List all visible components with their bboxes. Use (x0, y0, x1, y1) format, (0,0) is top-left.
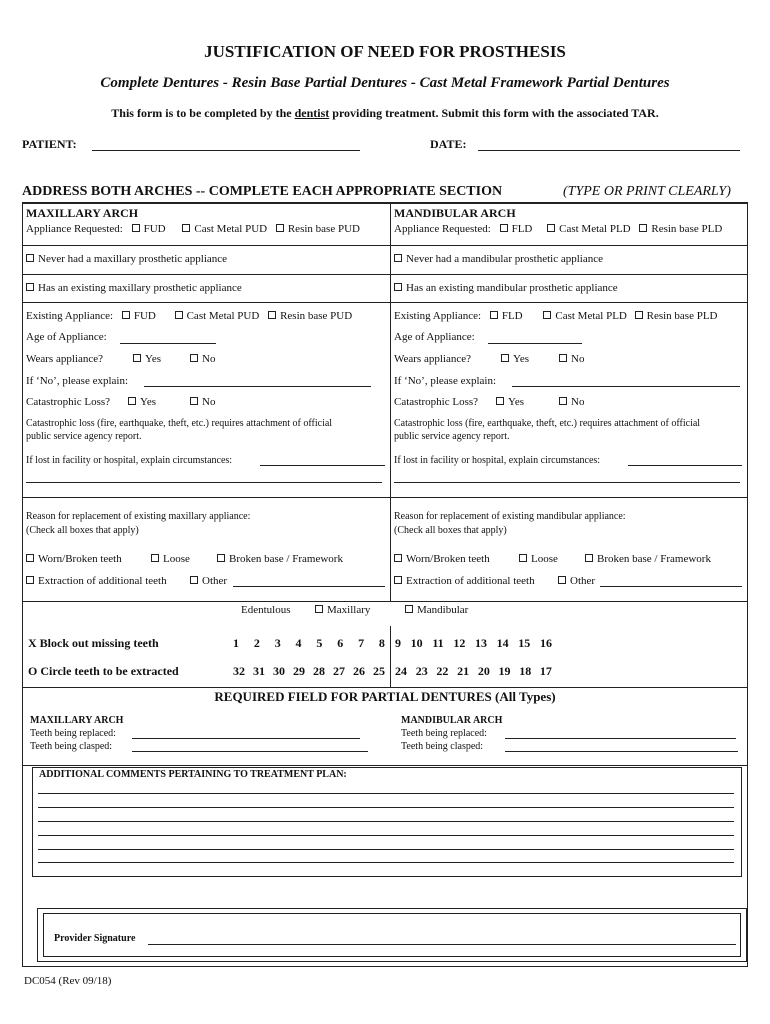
mand-loose-label: Loose (531, 553, 558, 565)
max-req-castmetal-label: Cast Metal PUD (194, 223, 268, 235)
tooth-number[interactable]: 20 (477, 664, 490, 678)
mand-exist-fld-label: FLD (501, 310, 523, 322)
max-age-label: Age of Appliance: (26, 331, 107, 343)
max-req-castmetal-checkbox[interactable] (182, 224, 190, 232)
maxillary-requested-row (26, 223, 360, 235)
grid-left-border (22, 202, 23, 601)
partial-mand-replaced-label: Teeth being replaced: (401, 728, 487, 739)
max-loose-label: Loose (163, 553, 190, 565)
max-if-no-field[interactable] (144, 386, 371, 387)
max-if-no-label: If ‘No’, please explain: (26, 375, 129, 387)
mand-wears-label: Wears appliance? (394, 353, 471, 365)
mand-loose-checkbox[interactable] (519, 554, 527, 562)
edentulous-maxillary-label: Maxillary (327, 604, 371, 616)
max-exist-castmetal-label: Cast Metal PUD (186, 310, 260, 322)
signature-inner-box (43, 913, 741, 957)
mand-lost-field-line2[interactable] (394, 482, 740, 483)
max-exist-resin-label: Resin base PUD (280, 310, 353, 322)
mand-worn-label: Worn/Broken teeth (406, 553, 490, 565)
max-lost-label: If lost in facility or hospital, explain circumstances: (26, 455, 233, 466)
mand-catastrophic-no-label: No (571, 396, 585, 408)
tooth-number[interactable]: 13 (474, 636, 487, 650)
max-exist-resin-checkbox[interactable] (268, 311, 276, 319)
tooth-number[interactable]: 4 (295, 636, 302, 650)
mand-catastrophic-note-2: public service agency report. (394, 431, 510, 442)
mandibular-requested-label: Appliance Requested: (394, 223, 491, 235)
tooth-number[interactable]: 5 (316, 636, 323, 650)
partial-bottom-rule (22, 765, 748, 766)
max-wears-label: Wears appliance? (26, 353, 103, 365)
comments-heading: ADDITIONAL COMMENTS PERTAINING TO TREATMENT PLAN: (39, 769, 347, 780)
max-req-resin-checkbox[interactable] (276, 224, 284, 232)
max-has-existing-checkbox[interactable] (26, 283, 34, 291)
max-broken-checkbox[interactable] (217, 554, 225, 562)
max-never-had-label: Never had a maxillary prosthetic appliance (38, 253, 228, 265)
mand-lost-field[interactable] (628, 465, 742, 466)
max-req-resin-label: Resin base PUD (287, 223, 360, 235)
teeth-left-border (22, 601, 23, 687)
teeth-bottom-rule (22, 687, 748, 688)
mand-age-field[interactable] (488, 343, 582, 344)
edentulous-label: Edentulous (241, 604, 291, 616)
grid-row-rule (22, 601, 748, 602)
mand-req-resin-label: Resin base PLD (651, 223, 723, 235)
max-other-label: Other (202, 575, 228, 587)
tooth-number[interactable]: 9 (395, 636, 401, 650)
upper-teeth-right (395, 636, 552, 651)
mand-wears-no-checkbox[interactable] (559, 354, 567, 362)
partial-max-replaced-field[interactable] (132, 738, 360, 739)
partial-max-clasped-field[interactable] (132, 751, 368, 752)
patient-field[interactable] (92, 150, 360, 151)
mand-has-existing-label: Has an existing mandibular prosthetic appliance (406, 282, 618, 294)
outer-left-border (22, 765, 23, 967)
comments-line[interactable] (38, 849, 734, 850)
max-catastrophic-yes-label: Yes (140, 396, 157, 408)
instruction-dentist: dentist (294, 106, 330, 120)
max-catastrophic-no-label: No (202, 396, 216, 408)
max-req-fud-label: FUD (143, 223, 166, 235)
tooth-number[interactable]: 8 (378, 636, 385, 650)
partial-right-border (747, 687, 748, 765)
outer-bottom-rule (22, 966, 748, 967)
tooth-number[interactable]: 6 (337, 636, 344, 650)
max-other-field[interactable] (233, 586, 385, 587)
mand-has-existing-checkbox[interactable] (394, 283, 402, 291)
mand-req-resin-checkbox[interactable] (639, 224, 647, 232)
partial-mand-replaced-field[interactable] (505, 738, 736, 739)
max-never-had-checkbox[interactable] (26, 254, 34, 262)
max-other-checkbox[interactable] (190, 576, 198, 584)
tooth-number[interactable]: 27 (333, 664, 345, 678)
tooth-number[interactable]: 25 (373, 664, 385, 678)
max-exist-fud-checkbox[interactable] (122, 311, 130, 319)
mand-age-label: Age of Appliance: (394, 331, 475, 343)
partial-mand-title: MANDIBULAR ARCH (401, 715, 503, 726)
mand-exist-fld-checkbox[interactable] (490, 311, 498, 319)
tooth-number[interactable]: 16 (539, 636, 552, 650)
max-lost-field[interactable] (260, 465, 385, 466)
mand-wears-yes-label: Yes (513, 353, 530, 365)
grid-right-border (747, 202, 748, 601)
comments-line[interactable] (38, 835, 734, 836)
tooth-number[interactable]: 31 (253, 664, 265, 678)
edentulous-mandibular-checkbox[interactable] (405, 605, 413, 613)
mand-never-had-label: Never had a mandibular prosthetic appliance (406, 253, 604, 265)
mand-exist-castmetal-checkbox[interactable] (543, 311, 551, 319)
partial-max-title: MAXILLARY ARCH (30, 715, 124, 726)
maxillary-title: MAXILLARY ARCH (26, 206, 139, 220)
tooth-number[interactable]: 22 (436, 664, 449, 678)
tooth-number[interactable]: 26 (353, 664, 365, 678)
max-exist-castmetal-checkbox[interactable] (175, 311, 183, 319)
tooth-number[interactable]: 23 (415, 664, 428, 678)
max-catastrophic-note-1: Catastrophic loss (fire, earthquake, theft, etc.) requires attachment of official (26, 418, 333, 429)
comments-box (32, 767, 742, 877)
mand-existing-row (394, 310, 718, 322)
mand-extraction-label: Extraction of additional teeth (406, 575, 535, 587)
teeth-center-divider (390, 626, 391, 687)
tooth-number[interactable]: 32 (233, 664, 245, 678)
tooth-number[interactable]: 18 (519, 664, 532, 678)
instruction-pre: This form is to be completed by the (111, 106, 295, 120)
tooth-number[interactable]: 10 (410, 636, 423, 650)
mand-catastrophic-yes-checkbox[interactable] (496, 397, 504, 405)
tooth-number[interactable]: 14 (496, 636, 509, 650)
max-wears-no-checkbox[interactable] (190, 354, 198, 362)
partial-max-clasped-label: Teeth being clasped: (30, 741, 113, 752)
tooth-number[interactable]: 17 (539, 664, 552, 678)
comments-line[interactable] (38, 793, 734, 794)
tooth-number[interactable]: 7 (358, 636, 365, 650)
mand-other-checkbox[interactable] (558, 576, 566, 584)
outer-right-border (747, 765, 748, 967)
mand-reason-label: Reason for replacement of existing mandibular appliance: (394, 511, 626, 522)
max-extraction-label: Extraction of additional teeth (38, 575, 167, 587)
signature-field[interactable] (148, 944, 736, 945)
grid-row-rule (22, 245, 748, 246)
max-wears-no-label: No (202, 353, 216, 365)
tooth-number[interactable]: 30 (273, 664, 285, 678)
max-catastrophic-label: Catastrophic Loss? (26, 396, 111, 408)
tooth-number[interactable]: 12 (453, 636, 466, 650)
grid-center-divider (390, 202, 391, 601)
mandibular-title: MANDIBULAR ARCH (394, 206, 516, 220)
max-has-existing-label: Has an existing maxillary prosthetic appliance (38, 282, 242, 294)
tooth-number[interactable]: 15 (518, 636, 531, 650)
tooth-number[interactable]: 21 (457, 664, 470, 678)
max-exist-fud-label: FUD (133, 310, 156, 322)
mand-exist-castmetal-label: Cast Metal PLD (555, 310, 627, 322)
mand-catastrophic-note-1: Catastrophic loss (fire, earthquake, theft, etc.) requires attachment of official (394, 418, 701, 429)
mand-exist-resin-checkbox[interactable] (635, 311, 643, 319)
mand-wears-no-label: No (571, 353, 585, 365)
teeth-right-border (747, 601, 748, 687)
partial-left-border (22, 687, 23, 765)
max-reason-label: Reason for replacement of existing maxillary appliance: (26, 511, 251, 522)
form-id: DC054 (Rev 09/18) (24, 975, 112, 987)
mand-broken-checkbox[interactable] (585, 554, 593, 562)
partial-heading: REQUIRED FIELD FOR PARTIAL DENTURES (All Types) (214, 689, 556, 704)
max-extraction-checkbox[interactable] (26, 576, 34, 584)
edentulous-maxillary-checkbox[interactable] (315, 605, 323, 613)
mand-other-field[interactable] (600, 586, 742, 587)
grid-row-rule (22, 497, 748, 498)
tooth-number[interactable]: 3 (274, 636, 281, 650)
max-existing-row (26, 310, 352, 322)
patient-label: PATIENT: (22, 137, 77, 151)
mand-catastrophic-label: Catastrophic Loss? (394, 396, 479, 408)
tooth-number[interactable]: 11 (432, 636, 444, 650)
signature-label: Provider Signature (54, 933, 136, 944)
partial-max-replaced-label: Teeth being replaced: (30, 728, 116, 739)
mand-if-no-field[interactable] (512, 386, 740, 387)
grid-row-rule (22, 274, 748, 275)
comments-line[interactable] (38, 821, 734, 822)
mandibular-requested-row (394, 223, 722, 235)
grid-row-rule (22, 302, 748, 303)
mand-extraction-checkbox[interactable] (394, 576, 402, 584)
mand-worn-checkbox[interactable] (394, 554, 402, 562)
max-broken-label: Broken base / Framework (229, 553, 343, 565)
tooth-number[interactable]: 29 (293, 664, 305, 678)
max-wears-yes-checkbox[interactable] (133, 354, 141, 362)
mand-req-castmetal-checkbox[interactable] (547, 224, 555, 232)
max-lost-field-line2[interactable] (26, 482, 382, 483)
mand-catastrophic-yes-label: Yes (508, 396, 525, 408)
tooth-number[interactable]: 2 (253, 636, 260, 650)
max-wears-yes-label: Yes (145, 353, 162, 365)
max-reason-note: (Check all boxes that apply) (26, 525, 139, 536)
partial-mand-clasped-field[interactable] (505, 751, 738, 752)
mand-exist-resin-label: Resin base PLD (646, 310, 718, 322)
instruction-post: providing treatment. Submit this form with the associated TAR. (329, 106, 659, 120)
max-worn-checkbox[interactable] (26, 554, 34, 562)
section-top-rule (22, 202, 748, 204)
max-catastrophic-note-2: public service agency report. (26, 431, 142, 442)
mand-existing-label: Existing Appliance: (394, 310, 482, 322)
max-existing-label: Existing Appliance: (26, 310, 114, 322)
lower-teeth-right (395, 664, 552, 679)
section-note: (TYPE OR PRINT CLEARLY) (563, 184, 731, 199)
partial-mand-clasped-label: Teeth being clasped: (401, 741, 484, 752)
comments-line[interactable] (38, 862, 734, 863)
upper-teeth-left (233, 636, 385, 651)
tooth-number[interactable]: 1 (233, 636, 239, 650)
tooth-number[interactable]: 28 (313, 664, 325, 678)
max-loose-checkbox[interactable] (151, 554, 159, 562)
form-instruction (0, 106, 770, 121)
form-title: JUSTIFICATION OF NEED FOR PROSTHESIS (204, 42, 566, 61)
mand-if-no-label: If ‘No’, please explain: (394, 375, 497, 387)
mand-req-fld-checkbox[interactable] (500, 224, 508, 232)
mand-wears-yes-checkbox[interactable] (501, 354, 509, 362)
mand-lost-label: If lost in facility or hospital, explain circumstances: (394, 455, 601, 466)
circle-teeth-label: O Circle teeth to be extracted (28, 664, 179, 678)
max-worn-label: Worn/Broken teeth (38, 553, 122, 565)
mand-never-had-checkbox[interactable] (394, 254, 402, 262)
date-field[interactable] (478, 150, 740, 151)
mand-req-castmetal-label: Cast Metal PLD (559, 223, 631, 235)
block-out-label: X Block out missing teeth (28, 636, 159, 650)
form-subtitle: Complete Dentures - Resin Base Partial Dentures - Cast Metal Framework Partial Dentures (100, 75, 670, 91)
edentulous-mandibular-label: Mandibular (417, 604, 469, 616)
lower-teeth-left (233, 664, 385, 679)
maxillary-requested-label: Appliance Requested: (26, 223, 123, 235)
mand-req-fld-label: FLD (511, 223, 533, 235)
date-label: DATE: (430, 137, 467, 151)
mand-reason-note: (Check all boxes that apply) (394, 525, 507, 536)
max-catastrophic-no-checkbox[interactable] (190, 397, 198, 405)
mand-other-label: Other (570, 575, 596, 587)
max-catastrophic-yes-checkbox[interactable] (128, 397, 136, 405)
mand-broken-label: Broken base / Framework (597, 553, 711, 565)
mand-catastrophic-no-checkbox[interactable] (559, 397, 567, 405)
section-heading: ADDRESS BOTH ARCHES -- COMPLETE EACH APPROPRIATE SECTION (22, 184, 503, 199)
tooth-number[interactable]: 24 (395, 664, 407, 678)
max-req-fud-checkbox[interactable] (132, 224, 140, 232)
comments-line[interactable] (38, 807, 734, 808)
tooth-number[interactable]: 19 (498, 664, 511, 678)
max-age-field[interactable] (120, 343, 216, 344)
